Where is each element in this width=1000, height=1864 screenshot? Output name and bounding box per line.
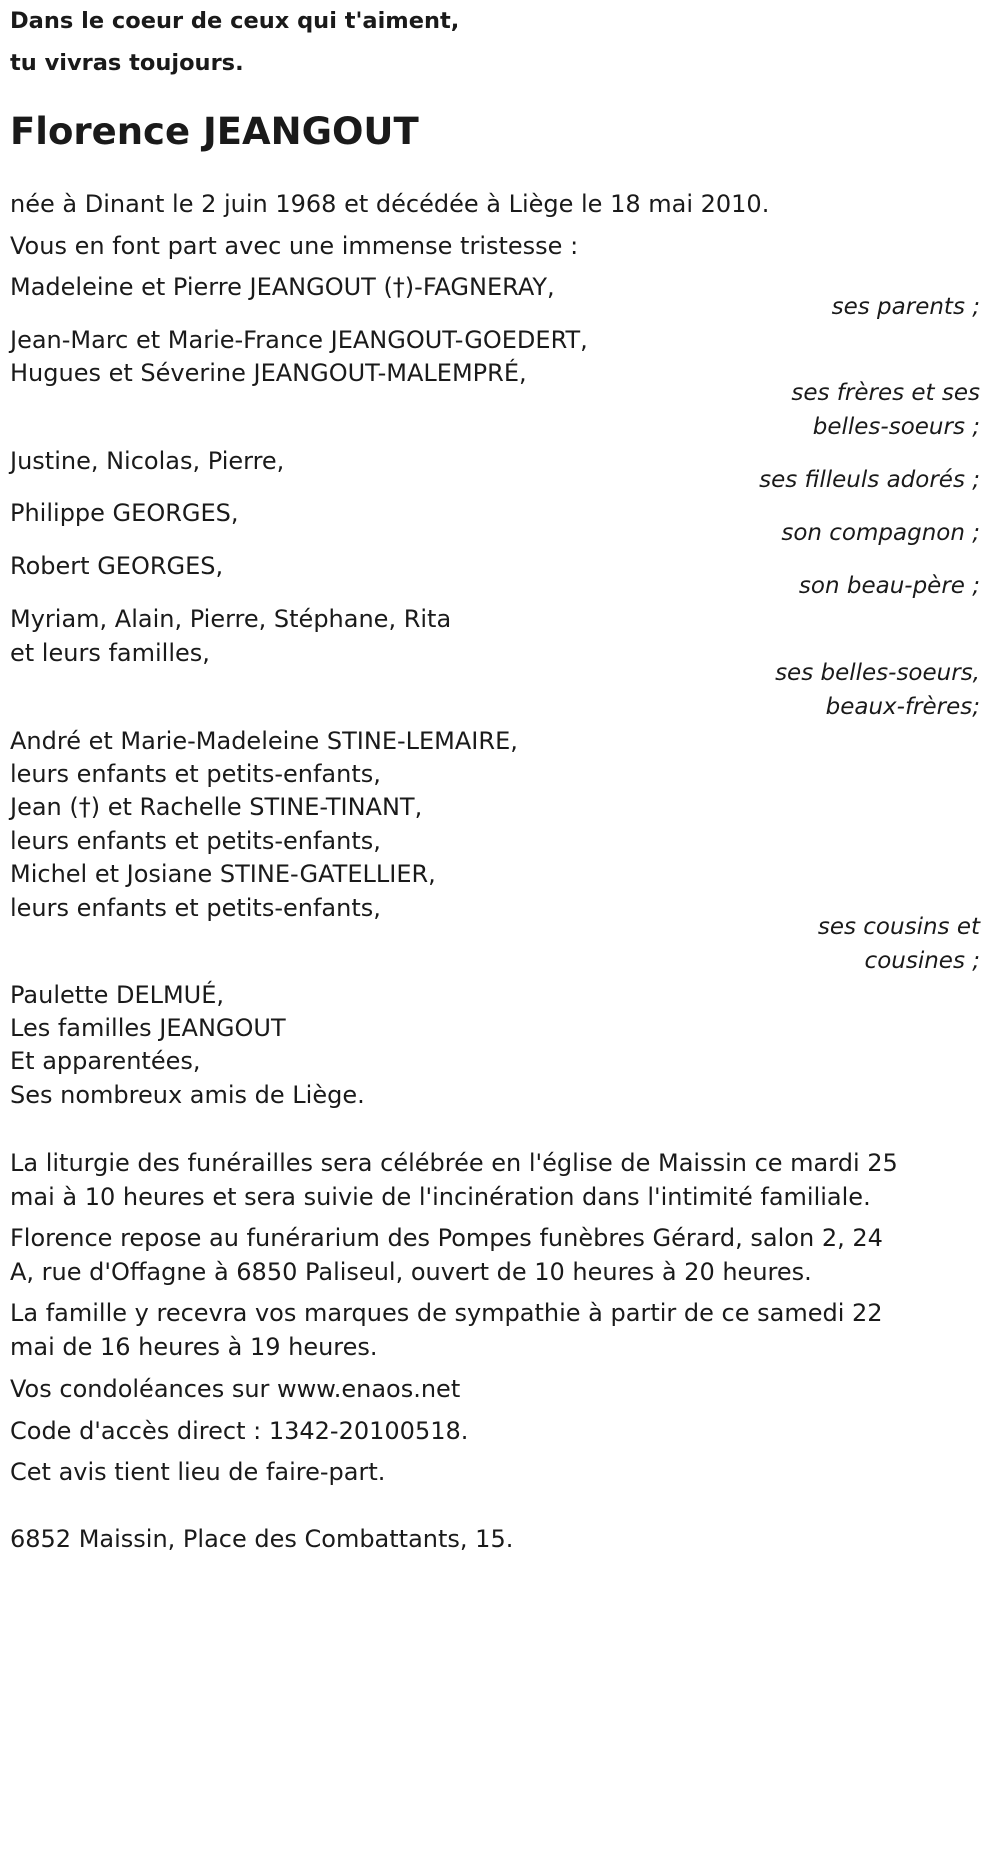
cousins-names-4: leurs enfants et petits-enfants, xyxy=(10,827,381,855)
parents-role: ses parents ; xyxy=(831,294,980,320)
stepfather-name: Robert GEORGES, xyxy=(10,552,224,580)
partner-role: son compagnon ; xyxy=(781,520,980,546)
address-line: 6852 Maissin, Place des Combattants, 15. xyxy=(10,1525,514,1553)
sympathy-line-1: La famille y recevra vos marques de sympathie à partir de ce samedi 22 xyxy=(10,1299,883,1327)
siblings-role-1: ses frères et ses xyxy=(791,380,980,406)
condolences-line: Vos condoléances sur www.enaos.net xyxy=(10,1375,461,1403)
cousins-names-1: André et Marie-Madeleine STINE-LEMAIRE, xyxy=(10,727,518,755)
liturgy-line-1: La liturgie des funérailles sera célébrée en l'église de Maissin ce mardi 25 xyxy=(10,1149,898,1177)
others-line-3: Et apparentées, xyxy=(10,1047,201,1075)
cousins-names-5: Michel et Josiane STINE-GATELLIER, xyxy=(10,860,436,888)
cousins-role-2: cousines ; xyxy=(864,948,980,974)
access-code-line: Code d'accès direct : 1342-20100518. xyxy=(10,1417,469,1445)
siblings-names-2: Hugues et Séverine JEANGOUT-MALEMPRÉ, xyxy=(10,359,527,387)
others-line-4: Ses nombreux amis de Liège. xyxy=(10,1081,365,1109)
siblings-role-2: belles-soeurs ; xyxy=(812,414,980,440)
sympathy-line-2: mai de 16 heures à 19 heures. xyxy=(10,1333,378,1361)
partner-name: Philippe GEORGES, xyxy=(10,499,239,527)
liturgy-line-2: mai à 10 heures et sera suivie de l'incinération dans l'intimité familiale. xyxy=(10,1183,871,1211)
inlaws-names-1: Myriam, Alain, Pierre, Stéphane, Rita xyxy=(10,605,452,633)
rest-line-1: Florence repose au funérarium des Pompes funèbres Gérard, salon 2, 24 xyxy=(10,1224,883,1252)
motto-line-2: tu vivras toujours. xyxy=(10,50,244,76)
cousins-names-2: leurs enfants et petits-enfants, xyxy=(10,760,381,788)
others-line-2: Les familles JEANGOUT xyxy=(10,1014,286,1042)
parents-names: Madeleine et Pierre JEANGOUT (†)-FAGNERAY, xyxy=(10,273,555,301)
cousins-names-3: Jean (†) et Rachelle STINE-TINANT, xyxy=(10,793,423,821)
notice-line: Cet avis tient lieu de faire-part. xyxy=(10,1458,386,1486)
stepfather-role: son beau-père ; xyxy=(798,573,980,599)
rest-line-2: A, rue d'Offagne à 6850 Paliseul, ouvert de 10 heures à 20 heures. xyxy=(10,1258,812,1286)
announcement-line: Vous en font part avec une immense tristesse : xyxy=(10,232,579,260)
cousins-names-6: leurs enfants et petits-enfants, xyxy=(10,894,381,922)
others-line-1: Paulette DELMUÉ, xyxy=(10,981,225,1009)
siblings-names-1: Jean-Marc et Marie-France JEANGOUT-GOEDERT, xyxy=(10,326,588,354)
deceased-name: Florence JEANGOUT xyxy=(10,110,419,153)
inlaws-role-2: beaux-frères; xyxy=(825,694,980,720)
godchildren-names: Justine, Nicolas, Pierre, xyxy=(10,447,285,475)
birth-death-line: née à Dinant le 2 juin 1968 et décédée à Liège le 18 mai 2010. xyxy=(10,190,770,218)
inlaws-role-1: ses belles-soeurs, xyxy=(775,660,980,686)
motto-line-1: Dans le coeur de ceux qui t'aiment, xyxy=(10,8,460,34)
godchildren-role: ses filleuls adorés ; xyxy=(759,467,980,493)
inlaws-names-2: et leurs familles, xyxy=(10,639,210,667)
cousins-role-1: ses cousins et xyxy=(817,914,980,940)
